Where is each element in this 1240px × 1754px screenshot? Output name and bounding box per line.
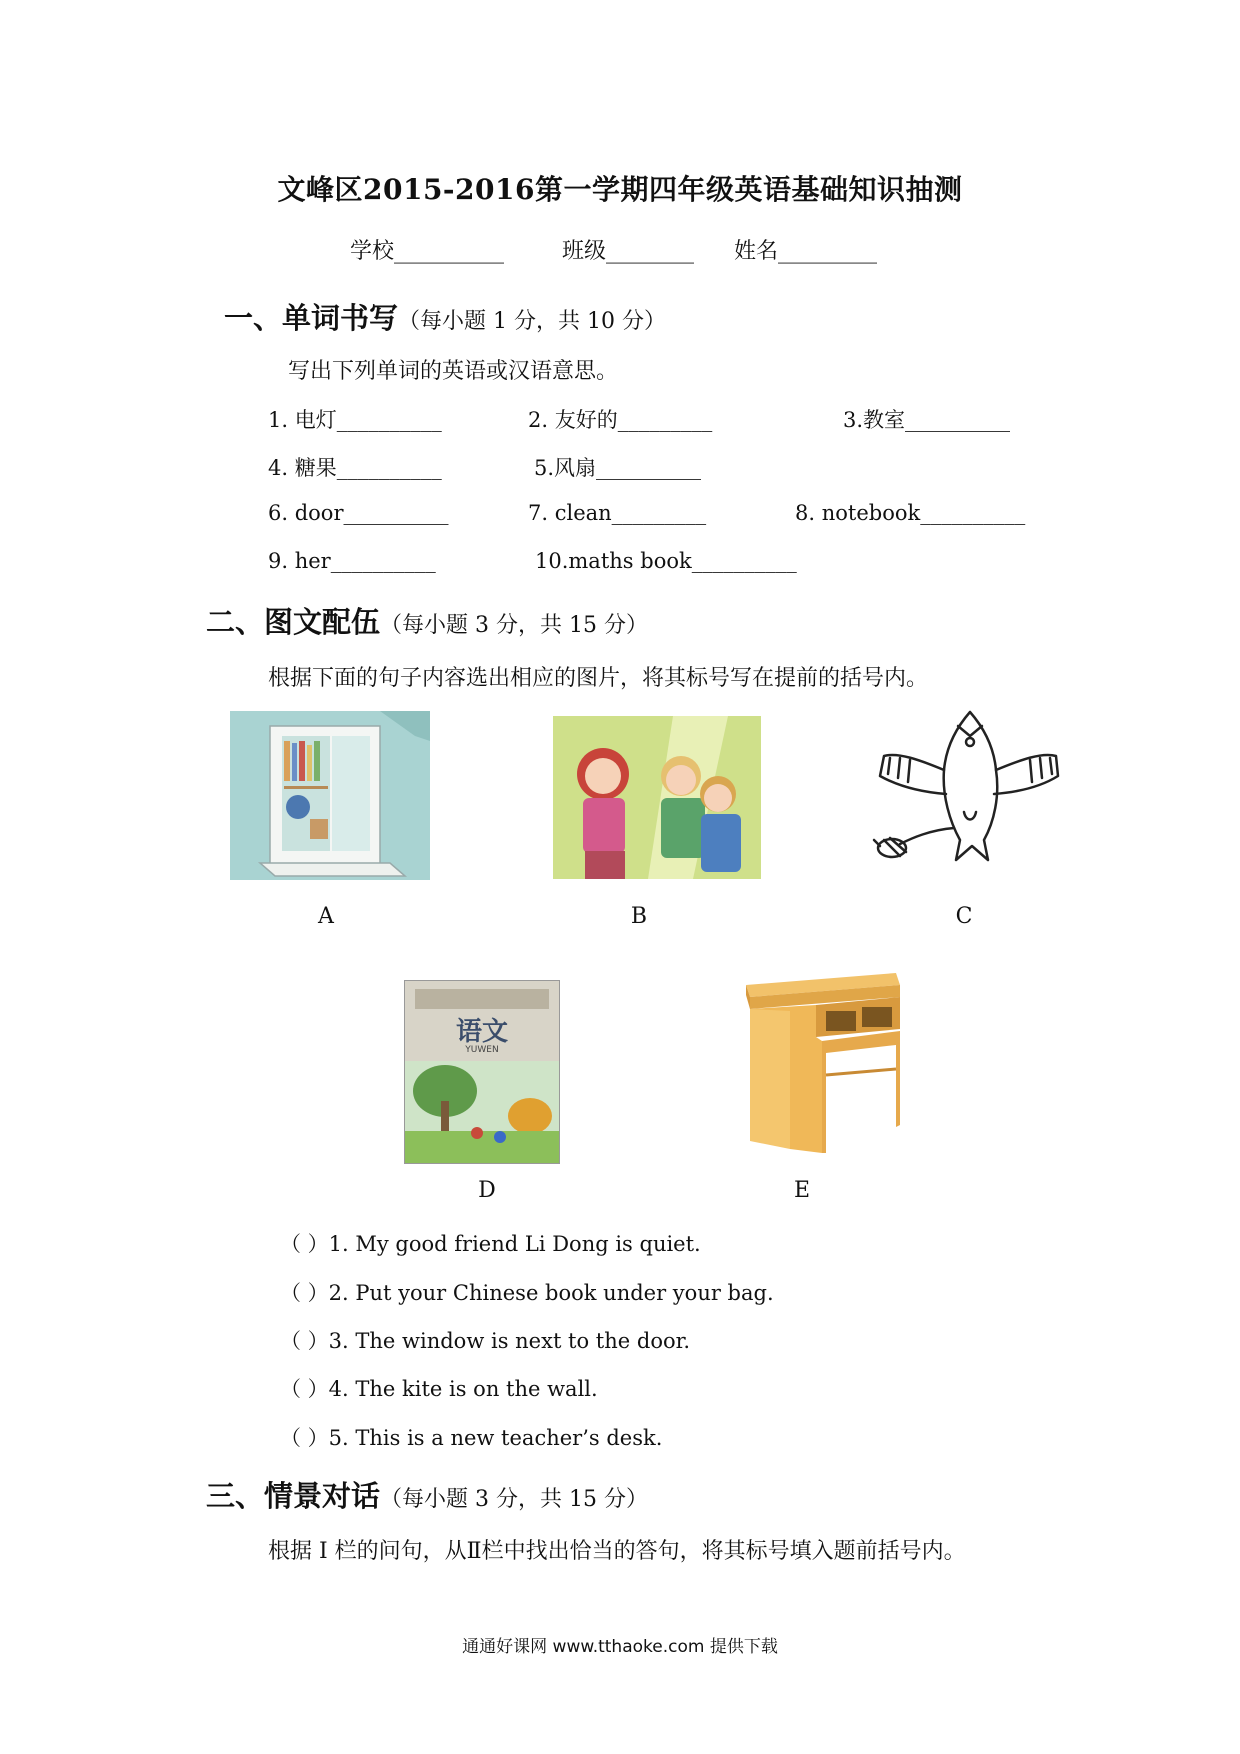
section1-note: （每小题 1 分，共 10 分） [398, 309, 666, 334]
book-cover-title: 语文 [455, 1017, 508, 1047]
section1-heading [224, 296, 666, 337]
question-2: （ ）2. Put your Chinese book under your bag. [280, 1281, 774, 1305]
class-field: 班级________ [562, 239, 695, 264]
section1-instruction: 写出下列单词的英语或汉语意思。 [288, 359, 619, 384]
name-field: 姓名_________ [734, 239, 878, 264]
question-3: （ ）3. The window is next to the door. [280, 1329, 691, 1353]
picture-d-label: D [478, 1178, 496, 1203]
picture-a-window [230, 711, 430, 880]
picture-e-desk [740, 965, 930, 1155]
word-item-4: 4. 糖果__________ [268, 456, 442, 480]
section3-heading [206, 1474, 648, 1515]
picture-a-label: A [318, 904, 334, 929]
picture-c-kite [860, 700, 1060, 880]
word-item-7: 7. clean_________ [528, 501, 707, 525]
book-cover-illustration [405, 1061, 559, 1163]
word-item-3: 3.教室__________ [843, 408, 1011, 432]
word-item-1: 1. 电灯__________ [268, 408, 442, 432]
section2-instruction: 根据下面的句子内容选出相应的图片，将其标号写在提前的括号内。 [268, 666, 929, 691]
word-item-8: 8. notebook__________ [795, 501, 1026, 525]
word-item-5: 5.风扇__________ [534, 456, 702, 480]
page-title: 文峰区2015-2016第一学期四年级英语基础知识抽测 [277, 173, 963, 206]
question-4: （ ）4. The kite is on the wall. [280, 1377, 598, 1401]
book-cover-subtitle: YUWEN [465, 1045, 499, 1055]
picture-e-label: E [793, 1178, 811, 1203]
word-item-6: 6. door__________ [268, 501, 449, 525]
section3-title: 三、情景对话 [206, 1479, 381, 1513]
section2-title: 二、图文配伍 [206, 605, 381, 639]
word-item-10: 10.maths book__________ [535, 549, 797, 573]
question-1: （ ）1. My good friend Li Dong is quiet. [280, 1232, 701, 1256]
section2-note: （每小题 3 分，共 15 分） [380, 613, 648, 638]
footer-source: 通通好课网 www.tthaoke.com 提供下载 [462, 1637, 778, 1657]
section1-title: 一、单词书写 [224, 301, 399, 335]
word-item-2: 2. 友好的_________ [528, 408, 713, 432]
section2-heading [206, 600, 648, 641]
section3-instruction: 根据 I 栏的问句，从Ⅱ栏中找出恰当的答句，将其标号填入题前括号内。 [268, 1539, 966, 1564]
picture-b-friends [553, 716, 761, 879]
question-5: （ ）5. This is a new teacher’s desk. [280, 1426, 663, 1450]
word-item-9: 9. her__________ [268, 549, 436, 573]
picture-b-label: B [630, 904, 648, 929]
picture-c-label: C [955, 904, 973, 929]
picture-d-chinese-book [404, 980, 560, 1164]
school-field: 学校__________ [350, 239, 505, 264]
section3-note: （每小题 3 分，共 15 分） [380, 1487, 648, 1512]
